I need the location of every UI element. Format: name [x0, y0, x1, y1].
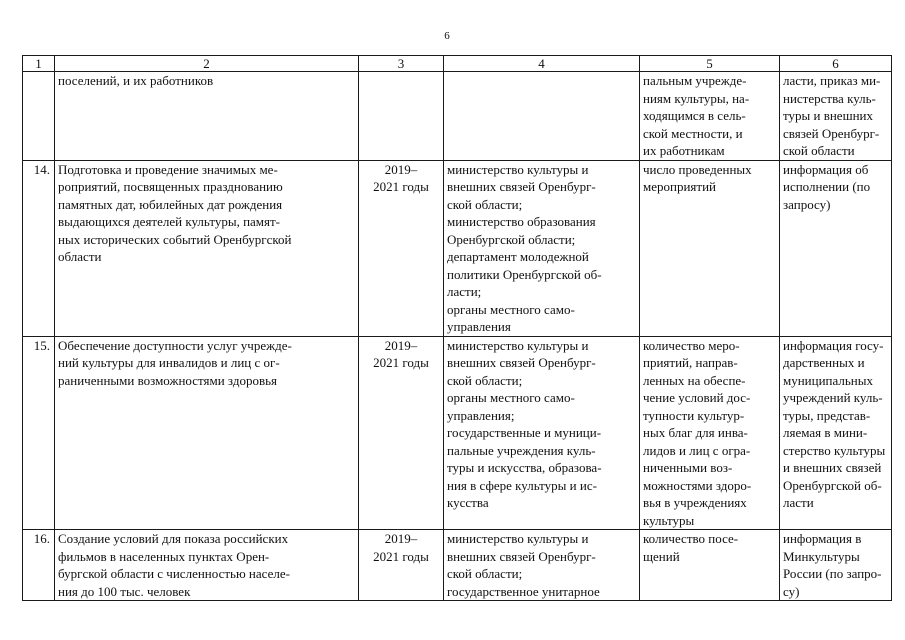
measure-cell-line: Создание условий для показа российских: [58, 531, 289, 546]
executors-cell-line: управления: [447, 319, 511, 334]
reporting-cell-line: информация госу-: [783, 337, 884, 353]
header-col-1: 1: [23, 56, 55, 72]
reporting-cell-line: России (по запро-: [783, 566, 882, 581]
reporting-cell-line: муниципальных: [783, 372, 874, 388]
executors-cell-line: ской области;: [447, 372, 523, 388]
table-row: [23, 530, 892, 601]
period-cell-line: 2021 годы: [373, 548, 429, 564]
measure-cell-line: ний культуры для инвалидов и лиц с ог-: [58, 355, 280, 370]
executors-cell-line: внешних связей Оренбург-: [447, 179, 596, 194]
indicator-cell-line: количество посе-: [643, 531, 739, 546]
period-cell-line: 2019–: [384, 337, 418, 353]
measure-cell-line: памятных дат, юбилейных дат рождения: [58, 196, 283, 212]
executors-cell: [444, 160, 640, 336]
indicator-cell-line: пальным учрежде-: [643, 73, 747, 88]
header-col-6: 6: [780, 56, 892, 72]
indicator-cell-line: ленных на обеспе-: [643, 372, 746, 388]
executors-cell-line: органы местного само-: [447, 301, 575, 317]
indicator-cell-line: чение условий дос-: [643, 390, 751, 405]
indicator-cell: [640, 336, 780, 530]
reporting-cell-line: связей Оренбург-: [783, 125, 880, 141]
indicator-cell-line: количество меро-: [643, 337, 740, 353]
executors-cell-line: министерство культуры и: [447, 337, 589, 353]
executors-cell-line: ния в сфере культуры и ис-: [447, 477, 597, 493]
indicator-cell-line: тупности культур-: [643, 407, 745, 423]
header-col-5: 5: [640, 56, 780, 72]
executors-cell-line: государственные и муници-: [447, 425, 602, 440]
measure-cell: [55, 160, 359, 336]
reporting-cell: [780, 336, 892, 530]
indicator-cell-line: щений: [643, 548, 680, 564]
measure-cell-line: фильмов в населенных пунктах Орен-: [58, 548, 270, 564]
period-cell: [359, 336, 444, 530]
indicator-cell: [640, 530, 780, 601]
reporting-cell-line: туры и внешних: [783, 108, 873, 123]
executors-cell: [444, 530, 640, 601]
indicator-cell-line: лидов и лиц с огра-: [643, 442, 751, 458]
header-row: [23, 56, 892, 72]
executors-cell-line: государственное унитарное: [447, 583, 600, 599]
measure-cell-line: раниченными возможностями здоровья: [58, 372, 277, 388]
reporting-cell-line: ласти: [783, 495, 814, 510]
reporting-cell-line: дарственных и: [783, 355, 865, 370]
reporting-cell-line: информация об: [783, 161, 869, 177]
table-row: [23, 160, 892, 336]
reporting-cell-line: нистерства куль-: [783, 90, 876, 106]
period-cell-line: 2021 годы: [373, 179, 429, 194]
row-number: 16.: [23, 530, 55, 601]
executors-cell-line: ской области;: [447, 566, 523, 581]
reporting-cell-line: запросу): [783, 196, 831, 212]
indicator-cell-line: приятий, направ-: [643, 355, 738, 370]
measure-cell-line: ных исторических событий Оренбургской: [58, 231, 292, 247]
period-cell-line: 2021 годы: [373, 355, 429, 370]
executors-cell-line: ской области;: [447, 196, 523, 212]
executors-cell-line: внешних связей Оренбург-: [447, 355, 596, 370]
indicator-cell-line: вья в учреждениях: [643, 495, 747, 510]
measure-cell-line: Подготовка и проведение значимых ме-: [58, 161, 278, 177]
indicator-cell: [640, 72, 780, 161]
measure-cell: [55, 72, 359, 161]
executors-cell: [444, 336, 640, 530]
reporting-cell-line: Оренбургской об-: [783, 477, 882, 493]
period-cell-line: 2019–: [384, 161, 418, 177]
indicator-cell-line: ных благ для инва-: [643, 425, 748, 440]
indicator-cell-line: можностями здоро-: [643, 477, 752, 493]
reporting-cell: [780, 530, 892, 601]
header-col-4: 4: [444, 56, 640, 72]
measure-cell-line: Обеспечение доступности услуг учрежде-: [58, 337, 292, 353]
reporting-cell-line: су): [783, 583, 800, 599]
measure-cell-line: области: [58, 249, 102, 264]
reporting-cell-line: исполнении (по: [783, 179, 871, 194]
reporting-cell-line: ляемая в мини-: [783, 425, 868, 440]
reporting-cell-line: ласти, приказ ми-: [783, 73, 881, 88]
indicator-cell-line: культуры: [643, 512, 695, 528]
table-row: [23, 72, 892, 161]
measure-cell-line: бургской области с численностью населе-: [58, 566, 290, 581]
row-number: [23, 72, 55, 161]
executors-cell-line: министерство культуры и: [447, 161, 589, 177]
reporting-cell: [780, 160, 892, 336]
header-col-3: 3: [359, 56, 444, 72]
period-cell-line: 2019–: [384, 531, 418, 546]
indicator-cell-line: ниченными воз-: [643, 460, 733, 475]
period-cell: [359, 530, 444, 601]
row-number: 15.: [23, 336, 55, 530]
indicator-cell-line: мероприятий: [643, 179, 716, 194]
period-cell: [359, 160, 444, 336]
executors-cell-line: органы местного само-: [447, 390, 575, 405]
measure-cell: [55, 530, 359, 601]
executors-cell-line: ласти;: [447, 284, 482, 299]
table-row: [23, 336, 892, 530]
indicator-cell-line: ской местности, и: [643, 125, 743, 141]
executors-cell: [444, 72, 640, 161]
indicator-cell: [640, 160, 780, 336]
page-number: 6: [444, 30, 450, 42]
indicator-cell-line: число проведенных: [643, 161, 752, 177]
executors-cell-line: управления;: [447, 407, 515, 423]
executors-cell-line: Оренбургской области;: [447, 231, 576, 247]
measure-cell-line: роприятий, посвященных празднованию: [58, 179, 283, 194]
executors-cell-line: туры и искусства, образова-: [447, 460, 602, 475]
period-cell: [359, 72, 444, 161]
indicator-cell-line: их работникам: [643, 143, 725, 158]
plan-table: [22, 55, 892, 601]
indicator-cell-line: ниям культуры, на-: [643, 90, 750, 106]
executors-cell-line: политики Оренбургской об-: [447, 266, 602, 282]
measure-cell-line: поселений, и их работников: [58, 73, 214, 88]
executors-cell-line: министерство образования: [447, 214, 596, 229]
measure-cell-line: ния до 100 тыс. человек: [58, 583, 191, 599]
reporting-cell-line: Минкультуры: [783, 548, 860, 564]
measure-cell-line: выдающихся деятелей культуры, памят-: [58, 214, 281, 229]
reporting-cell: [780, 72, 892, 161]
executors-cell-line: министерство культуры и: [447, 531, 589, 546]
executors-cell-line: пальные учреждения куль-: [447, 442, 596, 458]
executors-cell-line: департамент молодежной: [447, 249, 589, 264]
reporting-cell-line: ской области: [783, 143, 855, 158]
reporting-cell-line: информация в: [783, 531, 862, 546]
measure-cell: [55, 336, 359, 530]
reporting-cell-line: стерство культуры: [783, 442, 886, 458]
reporting-cell-line: и внешних связей: [783, 460, 882, 475]
executors-cell-line: кусства: [447, 495, 489, 510]
row-number: 14.: [23, 160, 55, 336]
executors-cell-line: внешних связей Оренбург-: [447, 548, 596, 564]
reporting-cell-line: учреждений куль-: [783, 390, 883, 405]
indicator-cell-line: ходящимся в сель-: [643, 108, 746, 123]
header-col-2: 2: [55, 56, 359, 72]
reporting-cell-line: туры, представ-: [783, 407, 871, 423]
